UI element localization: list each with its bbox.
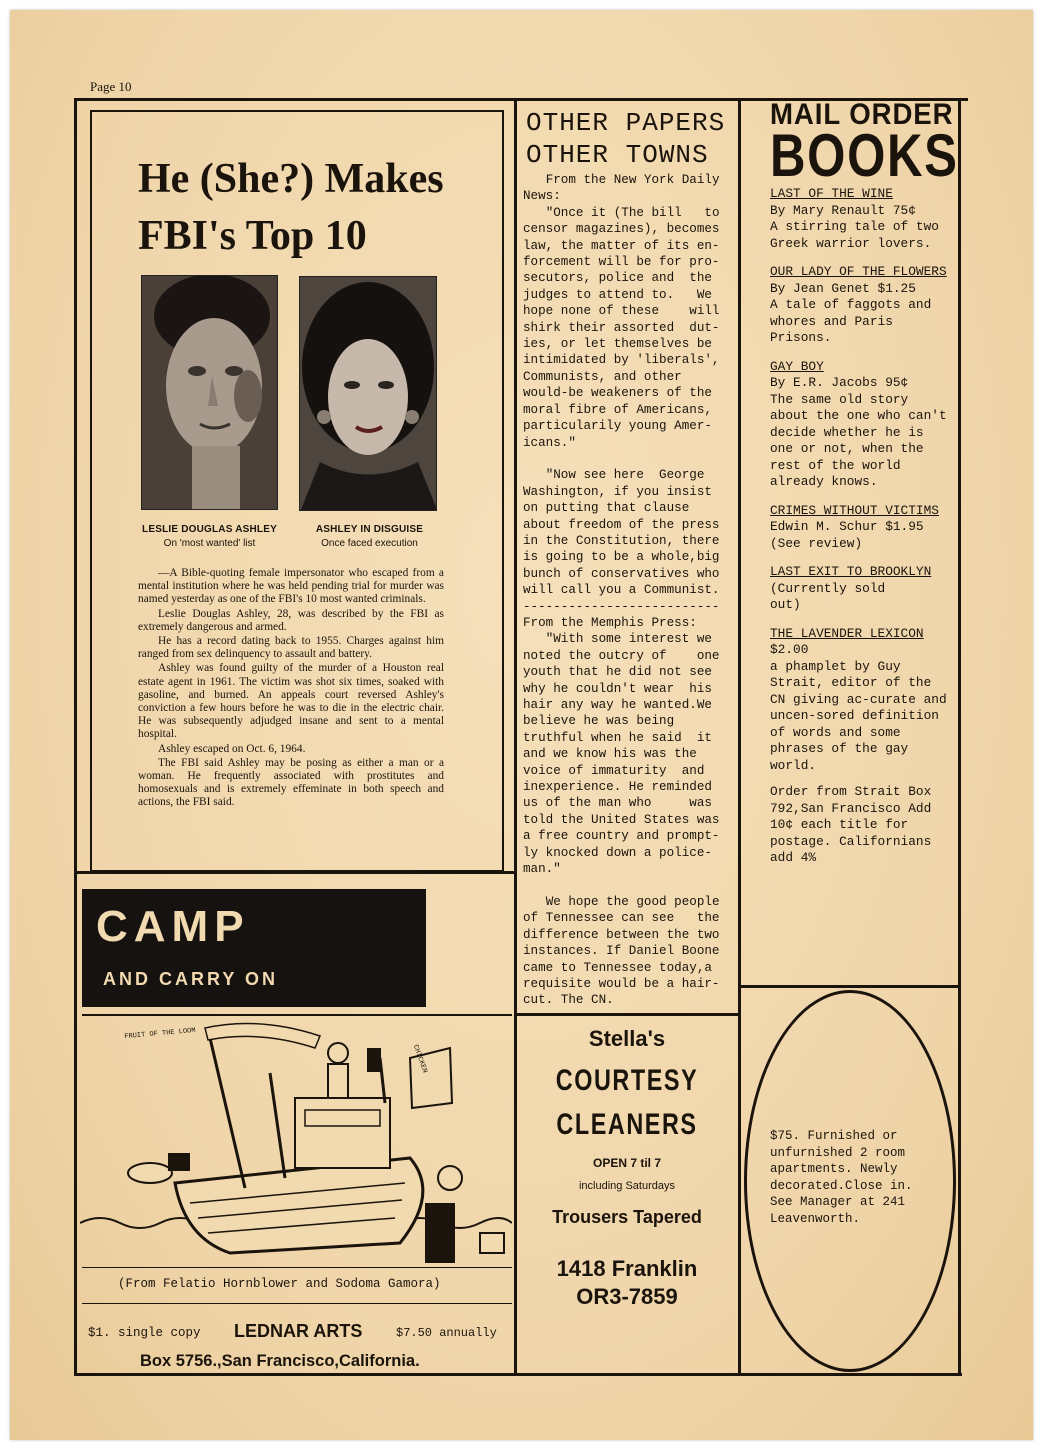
camp-ad-title: CAMP: [96, 902, 250, 951]
left-rule: [74, 98, 77, 1376]
book-entry: [770, 564, 950, 614]
article-paragraph: Ashley escaped on Oct. 6, 1964.: [158, 742, 306, 755]
mail-order-title: MAIL ORDER: [770, 98, 954, 131]
caption-right-name: ASHLEY IN DISGUISE: [315, 524, 424, 535]
stella-cleaners: CLEANERS: [556, 1108, 698, 1141]
mail-order-bottom-rule: [740, 985, 960, 988]
caption-right-sub: Once faced execution: [321, 538, 418, 549]
ship-illustration: [80, 1018, 512, 1268]
page-number: Page 10: [90, 79, 132, 94]
book-description: A tale of faggots and whores and Paris Prisons.: [770, 297, 932, 345]
article-paragraph: —A Bible-quoting female impersonator who escaped from a mental institution where he was held pending trial for murder was named yesterday as one of the FBI's 10 most wanted criminals.: [138, 567, 444, 606]
right-rule: [958, 98, 961, 1376]
book-entry: [770, 359, 950, 491]
stella-address: 1418 Franklin: [556, 1256, 698, 1281]
article-paragraph: Ashley was found guilty of the murder of a Houston real estate agent in 1961. The victim was shot six times, soaked with gasoline, and burned. An appeals court reversed Ashley's conviction a few hours before he was to die in the electric chair. He was subsequently adjudged insane and sent to a mental hospital.: [138, 662, 444, 741]
stella-ad-top-rule: [516, 1013, 740, 1016]
camp-ad-price-single: $1. single copy: [88, 1326, 201, 1340]
camp-ad-address: Box 5756.,San Francisco,California.: [140, 1352, 420, 1370]
camp-ad-credit-rule: [82, 1267, 512, 1268]
book-description: (See review): [770, 535, 863, 551]
fbi-headline-line2: FBI's Top 10: [138, 213, 367, 259]
stella-courtesy: COURTESY: [555, 1064, 699, 1097]
camp-ad-publisher: LEDNAR ARTS: [234, 1321, 363, 1341]
camp-ad-price-annual: $7.50 annually: [396, 1326, 497, 1340]
camp-ad-rule: [82, 1014, 512, 1016]
photo-leslie-ashley: [141, 275, 278, 510]
fbi-article-body: [138, 567, 444, 811]
books-title: BOOKS: [770, 122, 959, 189]
stella-name: Stella's: [588, 1026, 666, 1051]
book-title: GAY BOY: [770, 358, 824, 374]
apartment-ad-text: $75. Furnished or unfurnished 2 room apartments. Newly decorated.Close in. See Manager at 241 Leavenworth.: [770, 1129, 913, 1226]
book-entry: [770, 264, 950, 347]
book-description: A stirring tale of two Greek warrior lovers.: [770, 219, 939, 251]
ship-banner-text: FRUIT OF THE LOOM: [124, 1026, 196, 1042]
caption-left-name: LESLIE DOUGLAS ASHLEY: [142, 524, 277, 535]
camp-ad-credit: (From Felatio Hornblower and Sodoma Gamora): [118, 1277, 441, 1291]
woman-portrait-image: [300, 277, 437, 511]
article-paragraph: He has a record dating back to 1955. Charges against him ranged from sex delinquency to assault and battery.: [138, 635, 444, 661]
photo-ashley-in-disguise: [299, 276, 437, 511]
book-title: CRIMES WITHOUT VICTIMS: [770, 502, 939, 518]
other-papers-title-line2: OTHER TOWNS: [526, 140, 709, 170]
mail-order-list: [770, 186, 950, 867]
book-description: out): [770, 597, 801, 612]
book-description: a phamplet by Guy Strait, editor of the CN giving ac-curate and uncen-sored definition of words and some phrases of the gay world.: [770, 658, 947, 773]
book-entry: [770, 626, 950, 775]
article-paragraph: Leslie Douglas Ashley, 28, was described by the FBI as extremely dangerous and armed.: [138, 607, 444, 633]
article-divider: [74, 871, 516, 874]
book-author-price: By Mary Renault 75¢: [770, 202, 916, 218]
book-author-price: $2.00: [770, 642, 809, 657]
article-paragraph: The FBI said Ashley may be posing as either a man or a woman. He frequently associated with prostitutes and homosexuals and is extremely effeminate in both speech and actions, the FBI said.: [138, 756, 444, 809]
stella-service: Trousers Tapered: [552, 1207, 702, 1227]
ship-flag-text: CHICKEN: [410, 1043, 429, 1075]
book-description: The same old story about the one who can't decide whether he is one or not, when the rest of the world already knows.: [770, 391, 947, 489]
other-papers-body: From the New York Daily News: "Once it (The bill to censor magazines), becomes law, the matter of its en- forcement will be for pro- secutors, police and the judges to attend to. We hope none of these will shirk their assorted dut- ies, or let themselves be intimidated by 'liberals', Communists, and other would-be weakeners of the moral fibre of Americans, particularily young Amer- icans." "Now see here George Washington, if you insist on putting that clause about freedom of the press in the Constitution, there is going to be a whole,big bunch of conservatives who will call you a Communist. -------------------------- From the Memphis Press: "With some interest we noted the outcry of one youth that he did not see why he couldn't wear his hair any way he wanted.We believe he was being truthful when he said it and we know his was the voice of immaturity and inexperience. He reminded us of the man who was told the United States was a free country and prompt- ly knocked down a police- man." We hope the good people of Tennessee can see the difference between the two instances. If Daniel Boone came to Tennessee today,a requisite would be a hair- cut. The CN.: [523, 173, 720, 1008]
bottom-rule: [74, 1373, 962, 1376]
camp-ad-footer-rule: [82, 1303, 512, 1304]
book-author-price: (Currently sold: [770, 580, 886, 596]
book-author-price: By E.R. Jacobs 95¢: [770, 375, 909, 390]
book-entry: [770, 503, 950, 553]
book-title: LAST OF THE WINE: [770, 186, 893, 201]
caption-left-sub: On 'most wanted' list: [163, 538, 256, 549]
other-papers-title-line1: OTHER PAPERS: [526, 108, 726, 138]
book-title: THE LAVENDER LEXICON: [770, 625, 924, 641]
book-author-price: By Jean Genet $1.25: [770, 280, 916, 296]
stella-phone: OR3-7859: [576, 1284, 678, 1309]
man-portrait-image: [142, 276, 278, 510]
stella-hours: OPEN 7 til 7: [592, 1156, 662, 1170]
book-title: OUR LADY OF THE FLOWERS: [770, 264, 947, 279]
book-entry: [770, 186, 950, 252]
fbi-headline-line1: He (She?) Makes: [138, 156, 444, 202]
stella-days: including Saturdays: [578, 1180, 675, 1192]
book-title: LAST EXIT TO BROOKLYN: [770, 564, 932, 579]
column-rule-1: [514, 98, 517, 1376]
camp-ad-subtitle: AND CARRY ON: [103, 969, 279, 989]
order-instructions: Order from Strait Box 792,San Francisco Add 10¢ each title for postage. Californians add 4%: [770, 784, 932, 865]
book-author-price: Edwin M. Schur $1.95: [770, 519, 924, 534]
